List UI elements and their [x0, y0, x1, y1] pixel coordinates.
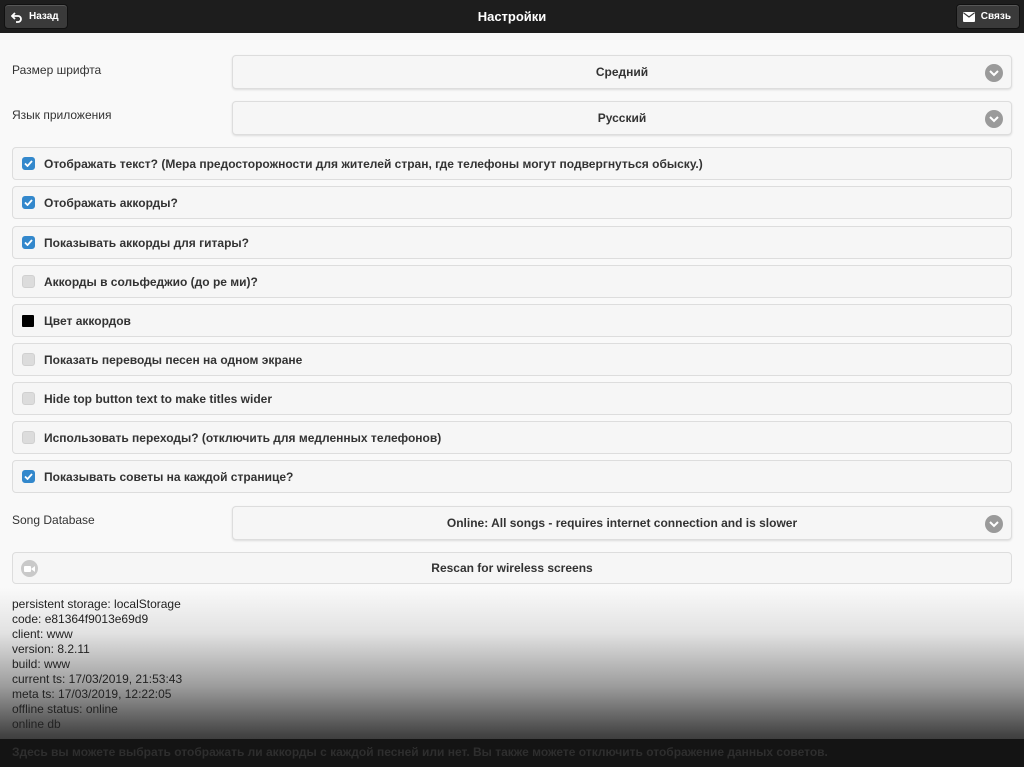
font-size-select[interactable] — [232, 55, 1012, 89]
undo-arrow-icon — [11, 11, 23, 23]
show-text-label: Отображать текст? (Мера предосторожности для жителей стран, где телефоны могут подвергнуться обыску.) — [44, 156, 703, 171]
guitar-chords-checkbox[interactable] — [22, 236, 35, 249]
chevron-down-icon — [985, 110, 1003, 128]
show-tips-checkbox-row[interactable] — [12, 460, 1012, 493]
song-database-value: Online: All songs - requires internet connection and is slower — [446, 516, 798, 530]
back-button[interactable] — [4, 4, 68, 29]
back-button-label: Назад — [29, 11, 59, 22]
hide-button-text-checkbox[interactable] — [22, 392, 35, 405]
header-bar — [0, 0, 1024, 33]
show-tips-label: Показывать советы на каждой странице? — [44, 469, 294, 484]
font-size-value: Средний — [595, 65, 649, 79]
info-line: current ts: 17/03/2019, 21:53:43 — [12, 672, 183, 686]
hide-button-text-checkbox-row[interactable] — [12, 382, 1012, 415]
show-text-checkbox[interactable] — [22, 157, 35, 170]
rescan-wireless-button[interactable] — [12, 552, 1012, 584]
chevron-down-icon — [985, 515, 1003, 533]
info-line: build: www — [12, 657, 71, 671]
translations-checkbox-row[interactable] — [12, 343, 1012, 376]
solfege-chords-checkbox[interactable] — [22, 275, 35, 288]
info-line: meta ts: 17/03/2019, 12:22:05 — [12, 687, 172, 701]
show-chords-checkbox-row[interactable] — [12, 186, 1012, 219]
show-text-checkbox-row[interactable] — [12, 147, 1012, 180]
transitions-label: Использовать переходы? (отключить для медленных телефонов) — [44, 430, 442, 445]
page-title: Настройки — [477, 9, 547, 24]
show-tips-checkbox[interactable] — [22, 470, 35, 483]
app-language-value: Русский — [597, 111, 647, 125]
font-size-label: Размер шрифта — [12, 63, 102, 77]
transitions-checkbox-row[interactable] — [12, 421, 1012, 454]
translations-checkbox[interactable] — [22, 353, 35, 366]
guitar-chords-label: Показывать аккорды для гитары? — [44, 235, 249, 250]
solfege-chords-label: Аккорды в сольфеджио (до ре ми)? — [44, 274, 258, 289]
show-chords-checkbox[interactable] — [22, 196, 35, 209]
contact-button[interactable] — [956, 4, 1020, 29]
video-camera-icon — [21, 560, 38, 577]
solfege-chords-checkbox-row[interactable] — [12, 265, 1012, 298]
info-line: client: www — [12, 627, 73, 641]
info-line: code: e81364f9013e69d9 — [12, 612, 149, 626]
song-database-label: Song Database — [12, 513, 95, 527]
guitar-chords-checkbox-row[interactable] — [12, 226, 1012, 259]
mail-icon — [963, 11, 975, 23]
app-language-select[interactable] — [232, 101, 1012, 135]
chord-color-swatch[interactable] — [22, 315, 34, 327]
info-line: offline status: online — [12, 702, 118, 716]
chevron-down-icon — [985, 64, 1003, 82]
app-language-label: Язык приложения — [12, 108, 112, 122]
tip-bar — [0, 739, 1024, 767]
hide-button-text-label: Hide top button text to make titles wider — [44, 391, 273, 406]
info-line: version: 8.2.11 — [12, 642, 90, 656]
debug-info — [12, 597, 182, 732]
transitions-checkbox[interactable] — [22, 431, 35, 444]
contact-button-label: Связь — [980, 11, 1011, 22]
translations-label: Показать переводы песен на одном экране — [44, 352, 303, 367]
chord-color-row[interactable] — [12, 304, 1012, 337]
song-database-select[interactable] — [232, 506, 1012, 540]
tip-text: Здесь вы можете выбрать отображать ли аккорды с каждой песней или нет. Вы также можете отключить отображение данных советов. — [12, 745, 828, 759]
chord-color-label: Цвет аккордов — [44, 313, 131, 328]
show-chords-label: Отображать аккорды? — [44, 195, 178, 210]
rescan-label: Rescan for wireless screens — [431, 561, 593, 575]
info-line: persistent storage: localStorage — [12, 597, 181, 611]
info-line: online db — [12, 717, 61, 731]
